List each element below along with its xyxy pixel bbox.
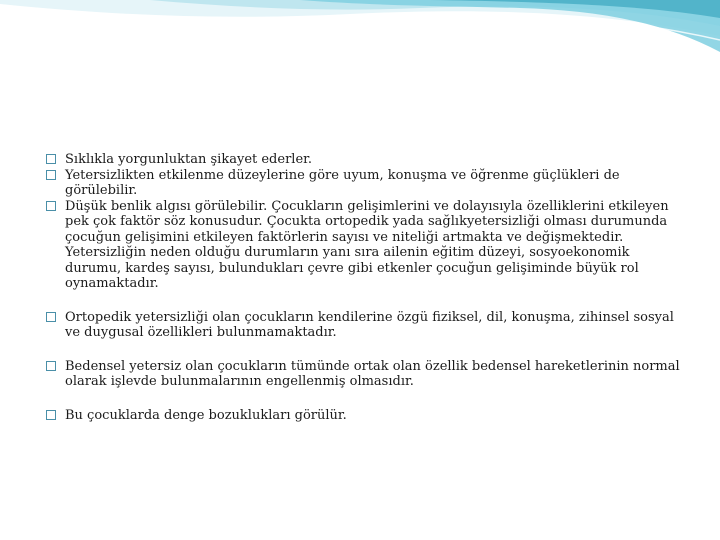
square-bullet-icon — [46, 312, 56, 322]
square-bullet-icon — [46, 154, 56, 164]
square-bullet-icon — [46, 361, 56, 371]
bullet-item — [46, 408, 682, 424]
bullet-text: Düşük benlik algısı görülebilir. Çocukların gelişimlerini ve dolayısıyla özelliklerini etkileyen pek çok faktör söz konusudur. Çocukta ortopedik yada sağlıkyetersizliği olması durumunda çocuğun gelişimini etkileyen faktörlerin sayısı ve niteliği artmakta ve değişmektedir. Yetersizliğin neden olduğu durumların yanı sıra ailenin eğitim düzeyi, sosyoekonomik durumu, kardeş sayısı, bulundukları çevre gibi etkenler çocuğun gelişiminde büyük rol oynamaktadır. — [65, 198, 669, 291]
bullet-text: Bedensel yetersiz olan çocukların tümünde ortak olan özellik bedensel hareketlerinin normal olarak işlevde bulunmalarının engellenmiş olmasıdır. — [65, 358, 680, 389]
bullet-item — [46, 168, 682, 199]
bullet-list — [46, 152, 682, 423]
square-bullet-icon — [46, 170, 56, 180]
bullet-text: Ortopedik yetersizliği olan çocukların kendilerine özgü fiziksel, dil, konuşma, zihinsel sosyal ve duygusal özellikleri bulunmamaktadır. — [65, 309, 674, 340]
header-wave-decoration — [0, 0, 720, 70]
square-bullet-icon — [46, 410, 56, 420]
square-bullet-icon — [46, 201, 56, 211]
bullet-text: Yetersizlikten etkilenme düzeylerine göre uyum, konuşma ve öğrenme güçlükleri de görülebilir. — [65, 167, 620, 198]
bullet-item — [46, 199, 682, 292]
bullet-item — [46, 310, 682, 341]
bullet-text: Sıklıkla yorgunluktan şikayet ederler. — [65, 152, 313, 167]
bullet-item — [46, 359, 682, 390]
bullet-item — [46, 152, 682, 168]
bullet-text: Bu çocuklarda denge bozuklukları görülür. — [65, 407, 347, 423]
